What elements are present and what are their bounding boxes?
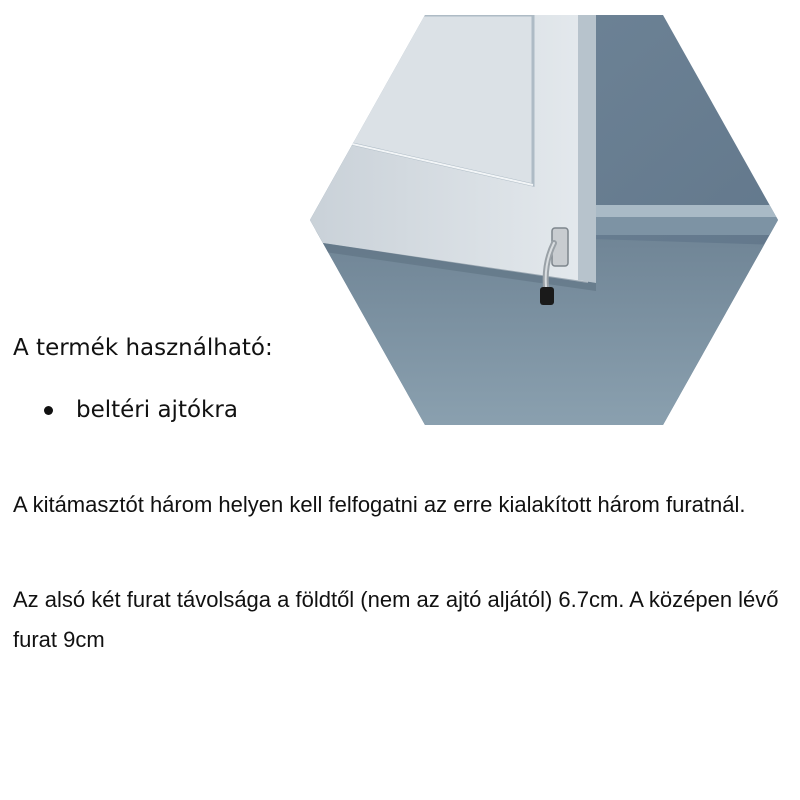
baseboard	[593, 205, 780, 217]
mounting-instructions-paragraph: A kitámasztót három helyen kell felfogatni az erre kialakított három furatnál.	[13, 492, 746, 517]
bullet-icon	[44, 406, 53, 415]
list-item-label: beltéri ajtókra	[76, 397, 238, 423]
list-item	[44, 394, 238, 426]
usage-heading: A termék használható:	[13, 335, 273, 361]
hole-distance-paragraph: Az alsó két furat távolsága a földtől (nem az ajtó aljától) 6.7cm. A középen lévő furat 9cm	[13, 587, 779, 652]
door-stopper-product-image	[308, 15, 780, 425]
usage-list	[44, 394, 238, 426]
